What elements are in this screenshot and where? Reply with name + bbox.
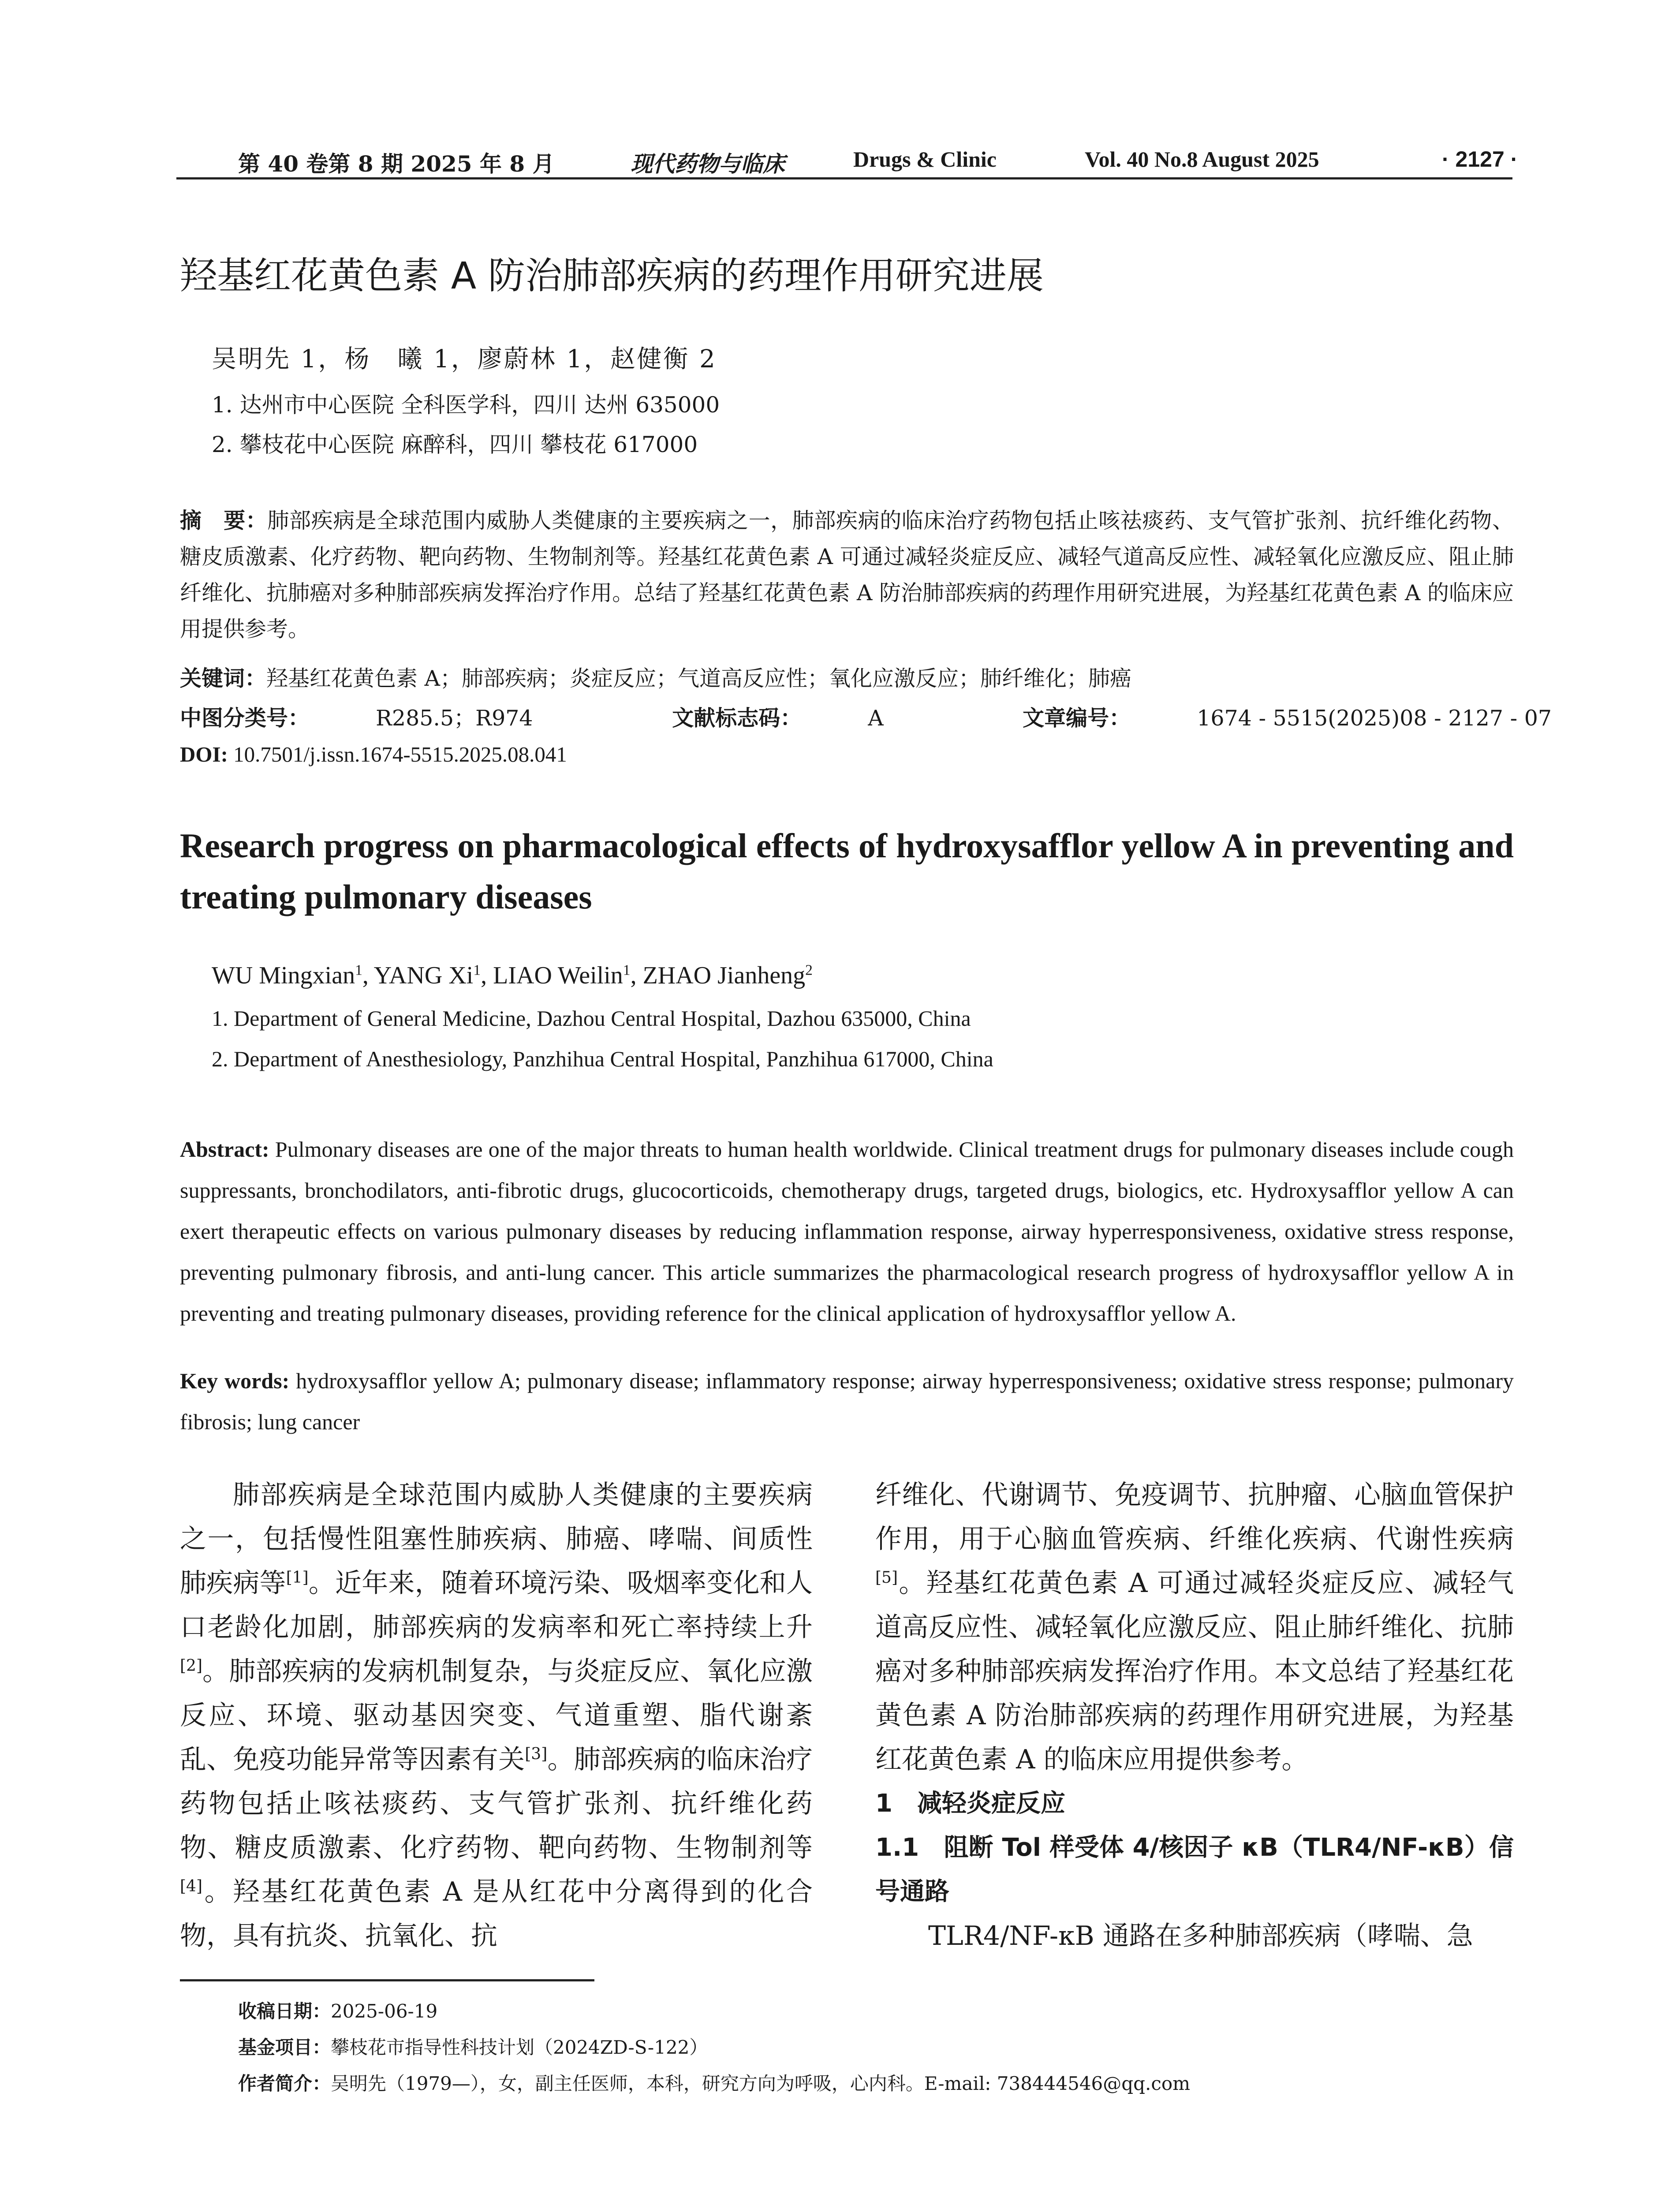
footnote-value: 吴明先（1979—），女，副主任医师，本科，研究方向为呼吸，心内科。E-mail: 738444546@qq.com	[331, 2073, 1191, 2094]
body-paragraph: TLR4/NF-κB 通路在多种肺部疾病（哮喘、急	[928, 1921, 1473, 1951]
running-head-issue-cn: 第 40 卷第 8 期 2025 年 8 月	[238, 151, 555, 177]
footnote-author-bio	[238, 2066, 1190, 2102]
author-separator: ,	[630, 962, 643, 989]
keywords-en	[180, 1360, 1514, 1443]
body-paragraph	[875, 1473, 1514, 1782]
keywords-en-text: hydroxysafflor yellow A; pulmonary disease; inflammatory response; airway hyperresponsiveness; oxidative stress response; pulmonary fibrosis; lung cancer	[180, 1368, 1514, 1434]
body-text: 。肺部疾病的发病机制复杂，与炎症反应、氧化应激反应、环境、驱动基因突变、气道重塑、脂代谢紊乱、免疫功能异常等因素有关	[180, 1656, 813, 1775]
keywords-cn-label: 关键词：	[180, 666, 267, 691]
doc-code-label: 文献标志码：	[672, 706, 802, 731]
article-id-value: 1674 - 5515(2025)08 - 2127 - 07	[1197, 706, 1552, 731]
page-number: · 2127 ·	[1442, 147, 1518, 172]
abstract-en	[180, 1129, 1514, 1334]
affiliation-cn-2: 2. 攀枝花中心医院 麻醉科，四川 攀枝花 617000	[212, 432, 698, 457]
abstract-cn	[180, 503, 1514, 647]
affiliation-cn-1: 1. 达州市中心医院 全科医学科，四川 达州 635000	[212, 392, 720, 418]
body-text: 。羟基红花黄色素 A 是从红花中分离得到的化合物，具有抗炎、抗氧化、抗	[180, 1876, 813, 1951]
author-separator: ,	[362, 962, 374, 989]
body-text: 。肺部疾病的临床治疗药物包括止咳祛痰药、支气管扩张剂、抗纤维化药物、糖皮质激素、化疗药物、靶向药物、生物制剂等	[180, 1744, 813, 1863]
footnotes	[238, 1993, 1190, 2102]
author-affil-sup: 1	[623, 962, 631, 979]
running-head-journal-en: Drugs & Clinic	[853, 147, 997, 172]
authors-en	[212, 961, 813, 990]
citation-ref[interactable]: [3]	[525, 1745, 548, 1763]
author-en: YANG Xi	[373, 962, 474, 989]
footnote-fund	[238, 2029, 1190, 2066]
doi-label: DOI:	[180, 742, 228, 766]
author-affil-sup: 2	[805, 962, 813, 979]
body-text: 肺部疾病是全球范围内威胁人类健康的主要疾病之一，包括慢性阻塞性肺疾病、肺癌、哮喘、间质性肺疾病等	[180, 1480, 813, 1599]
doc-code-value: A	[868, 706, 884, 731]
body-column-left	[180, 1473, 813, 1958]
abstract-en-text: Pulmonary diseases are one of the major threats to human health worldwide. Clinical treatment drugs for pulmonary diseases include cough suppressants, bronchodilators, anti-fibrotic drugs, glucocorticoids, chemotherapy drugs, targeted drugs, biologics, etc. Hydroxysafflor yellow A can exert therapeutic effects on various pulmonary diseases by reducing inflammation response, airway hyperresponsiveness, oxidative stress response, preventing pulmonary fibrosis, and anti-lung cancer. This article summarizes the pharmacological research progress of hydroxysafflor yellow A in preventing and treating pulmonary diseases, providing reference for the clinical application of hydroxysafflor yellow A.	[180, 1137, 1514, 1326]
author-affil-sup: 1	[355, 962, 362, 979]
footnote-divider	[180, 1979, 594, 1981]
abstract-cn-text: 肺部疾病是全球范围内威胁人类健康的主要疾病之一，肺部疾病的临床治疗药物包括止咳祛痰药、支气管扩张剂、抗纤维化药物、糖皮质激素、化疗药物、靶向药物、生物制剂等。羟基红花黄色素 A 可通过减轻炎症反应、减轻气道高反应性、减轻氧化应激反应、阻止肺纤维化、抗肺癌对多种肺部疾病发挥治疗作用。总结了羟基红花黄色素 A 防治肺部疾病的药理作用研究进展，为羟基红花黄色素 A 的临床应用提供参考。	[180, 508, 1514, 642]
abstract-en-label: Abstract:	[180, 1137, 269, 1162]
footnote-received	[238, 1993, 1190, 2029]
author-en: LIAO Weilin	[493, 962, 623, 989]
article-id-label: 文章编号：	[1023, 706, 1131, 731]
citation-ref[interactable]: [2]	[180, 1657, 202, 1675]
body-text: 纤维化、代谢调节、免疫调节、抗肿瘤、心脑血管保护作用，用于心脑血管疾病、纤维化疾病、代谢性疾病	[875, 1480, 1514, 1555]
clc-label: 中图分类号：	[180, 706, 310, 731]
affiliation-en-1: 1. Department of General Medicine, Dazhou Central Hospital, Dazhou 635000, China	[212, 1006, 971, 1031]
body-text: 。羟基红花黄色素 A 可通过减轻炎症反应、减轻气道高反应性、减轻氧化应激反应、阻止肺纤维化、抗肺癌对多种肺部疾病发挥治疗作用。本文总结了羟基红花黄色素 A 防治肺部疾病的药理作用研究进展，为羟基红花黄色素 A 的临床应用提供参考。	[875, 1568, 1514, 1775]
doi-value[interactable]: 10.7501/j.issn.1674-5515.2025.08.041	[233, 742, 567, 766]
citation-ref[interactable]: [1]	[286, 1569, 309, 1587]
authors-cn: 吴明先 1，杨 曦 1，廖蔚林 1，赵健衡 2	[212, 345, 717, 374]
running-head	[176, 142, 1518, 179]
body-text: 。近年来，随着环境污染、吸烟率变化和人口老龄化加剧，肺部疾病的发病率和死亡率持续上升	[180, 1568, 813, 1643]
footnote-label: 作者简介：	[238, 2073, 331, 2094]
author-affil-sup: 1	[473, 962, 481, 979]
footnote-label: 收稿日期：	[238, 2000, 331, 2022]
author-en: WU Mingxian	[212, 962, 355, 989]
article-title-en: Research progress on pharmacological effects of hydroxysafflor yellow A in preventing and treating pulmonary diseases	[180, 826, 1514, 916]
running-head-issue-en: Vol. 40 No.8 August 2025	[1085, 147, 1319, 172]
section-heading-1-1: 1.1 阻断 Tol 样受体 4/核因子 κB（TLR4/NF-κB）信号通路	[875, 1833, 1514, 1906]
keywords-cn	[180, 662, 1131, 692]
footnote-label: 基金项目：	[238, 2037, 331, 2058]
article-title-cn: 羟基红花黄色素 A 防治肺部疾病的药理作用研究进展	[180, 254, 1044, 297]
author-en: ZHAO Jianheng	[642, 962, 806, 989]
body-paragraph	[180, 1473, 813, 1958]
author-separator: ,	[481, 962, 493, 989]
affiliation-en-2: 2. Department of Anesthesiology, Panzhihua Central Hospital, Panzhihua 617000, China	[212, 1046, 993, 1071]
clc-value: R285.5；R974	[376, 706, 533, 731]
citation-ref[interactable]: [5]	[875, 1569, 898, 1587]
body-column-right	[875, 1473, 1514, 1958]
doi	[180, 742, 567, 767]
footnote-value: 2025-06-19	[331, 2000, 438, 2022]
running-head-journal-cn: 现代药物与临床	[631, 151, 785, 177]
citation-ref[interactable]: [4]	[180, 1877, 202, 1895]
keywords-en-label: Key words:	[180, 1368, 290, 1393]
classification-line	[180, 701, 1680, 732]
footnote-value: 攀枝花市指导性科技计划（2024ZD-S-122）	[331, 2037, 708, 2058]
section-heading-1: 1 减轻炎症反应	[875, 1789, 1065, 1818]
abstract-cn-label: 摘 要：	[180, 508, 268, 533]
keywords-cn-text: 羟基红花黄色素 A；肺部疾病；炎症反应；气道高反应性；氧化应激反应；肺纤维化；肺癌	[266, 666, 1131, 691]
